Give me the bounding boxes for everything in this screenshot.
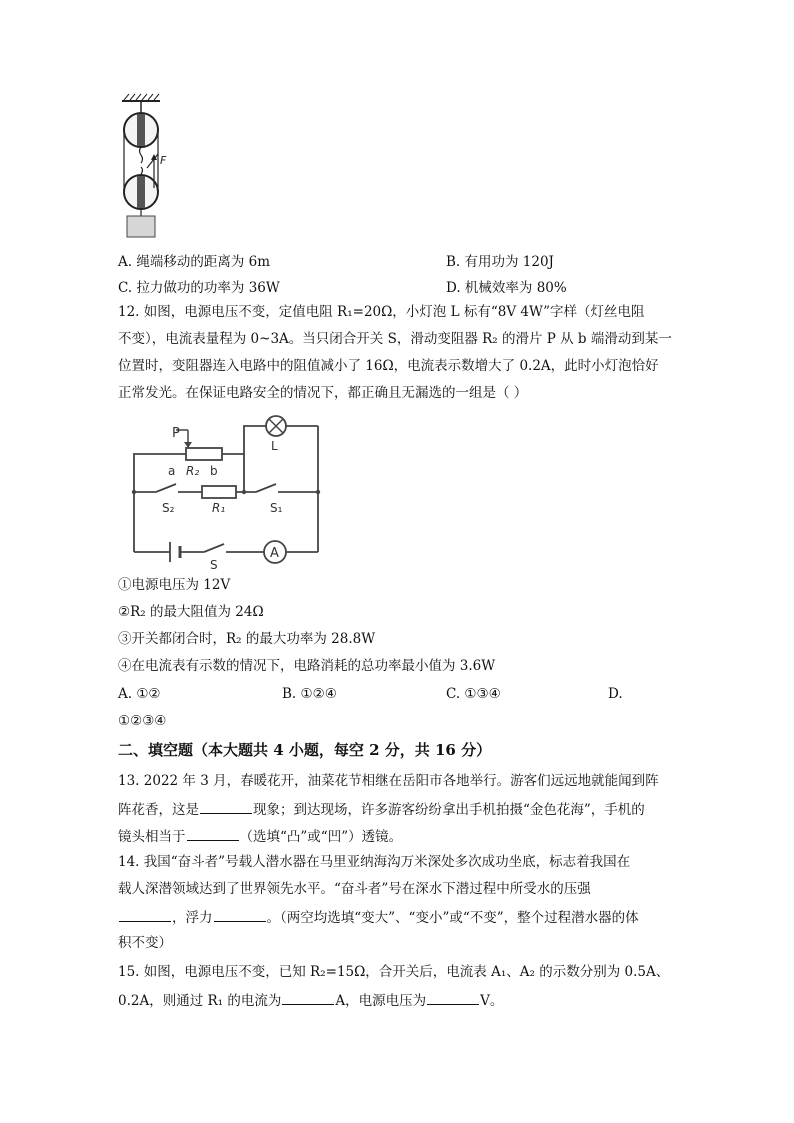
- section-title: 二、填空题（本大题共 4 小题，每空 2 分，共 16 分）: [118, 741, 492, 759]
- q12-stem-line: 位置时，变阻器连入电路中的阻值减小了 16Ω，电流表示数增大了 0.2A，此时小灯泡恰好: [118, 358, 659, 374]
- q13-blank-2[interactable]: [187, 826, 239, 841]
- q14-text: 。（两空均选填“变大”、“变小”或“不变”，整个过程潜水器的体: [266, 910, 639, 926]
- q13-line: 13. 2022 年 3 月，春暖花开，油菜花节相继在岳阳市各地举行。游客们远远地就能闻到阵: [118, 773, 659, 789]
- q15-text: V。: [480, 993, 504, 1009]
- label-s1: S₁: [270, 501, 283, 515]
- label-a: a: [168, 464, 176, 478]
- q15-line: [118, 990, 503, 1010]
- q11-option-d: D. 机械效率为 80%: [446, 280, 567, 296]
- q13-text: （选填“凸”或“凹”）透镜。: [239, 829, 403, 845]
- q14-blank-2[interactable]: [214, 907, 266, 922]
- q13-blank-1[interactable]: [200, 799, 252, 814]
- q15-text: 0.2A，则通过 R₁ 的电流为: [118, 993, 282, 1009]
- pulley-figure: [116, 92, 186, 242]
- q12-statement: ①电源电压为 12V: [118, 577, 231, 593]
- force-label: F: [160, 154, 167, 167]
- q12-choice-c: C. ①③④: [446, 686, 501, 702]
- q13-text: 阵花香，这是: [118, 802, 199, 818]
- q12-statement: ③开关都闭合时，R₂ 的最大功率为 28.8W: [118, 631, 376, 647]
- q11-option-a: A. 绳端移动的距离为 6m: [118, 254, 271, 270]
- q12-choice-d: D.: [608, 686, 623, 702]
- q12-statement: ④在电流表有示数的情况下，电路消耗的总功率最小值为 3.6W: [118, 658, 496, 674]
- label-r1: R₁: [212, 501, 226, 515]
- q13-line: [118, 799, 645, 819]
- label-l: L: [271, 439, 278, 453]
- label-s: S: [210, 558, 218, 570]
- q14-blank-1[interactable]: [119, 907, 171, 922]
- q14-text: ，浮力: [172, 910, 213, 926]
- q14-line: [118, 907, 639, 927]
- q12-stem-line: 12. 如图，电源电压不变，定值电阻 R₁=20Ω，小灯泡 L 标有“8V 4W”字样（灯丝电阻: [118, 304, 645, 320]
- q12-statement: ②R₂ 的最大阻值为 24Ω: [118, 604, 264, 620]
- q14-line: 载人深潜领域达到了世界领先水平。“奋斗者”号在深水下潜过程中所受水的压强: [118, 881, 591, 897]
- q12-stem-line: 正常发光。在保证电路安全的情况下，都正确且无漏选的一组是（ ）: [118, 385, 528, 401]
- q15-blank-1[interactable]: [282, 990, 334, 1005]
- circuit-diagram: [126, 412, 326, 570]
- q13-text: 镜头相当于: [118, 829, 186, 845]
- q15-blank-2[interactable]: [427, 990, 479, 1005]
- q12-choice-d-wrap: ①②③④: [118, 713, 167, 729]
- q15-line: 15. 如图，电源电压不变，已知 R₂=15Ω，合开关后，电流表 A₁、A₂ 的示数分别为 0.5A、: [118, 964, 670, 980]
- q11-option-c: C. 拉力做功的功率为 36W: [118, 280, 280, 296]
- q15-text: A，电源电压为: [335, 993, 427, 1009]
- label-b: b: [210, 464, 218, 478]
- q13-text: 现象；到达现场，许多游客纷纷拿出手机拍摄“金色花海”，手机的: [253, 802, 645, 818]
- ammeter-label: A: [270, 546, 279, 561]
- q12-choice-a: A. ①②: [118, 686, 161, 702]
- q13-line: [118, 826, 402, 846]
- label-p: P: [172, 426, 180, 441]
- q14-line: 积不变）: [118, 935, 172, 951]
- q12-stem-line: 不变），电流表量程为 0~3A。当只闭合开关 S，滑动变阻器 R₂ 的滑片 P 从 b 端滑动到某一: [118, 331, 672, 347]
- label-s2: S₂: [162, 501, 175, 515]
- q14-line: 14. 我国“奋斗者”号载人潜水器在马里亚纳海沟万米深处多次成功坐底，标志着我国在: [118, 854, 631, 870]
- q11-option-b: B. 有用功为 120J: [446, 254, 554, 270]
- label-r2: R₂: [186, 464, 200, 478]
- q12-choice-b: B. ①②④: [282, 686, 337, 702]
